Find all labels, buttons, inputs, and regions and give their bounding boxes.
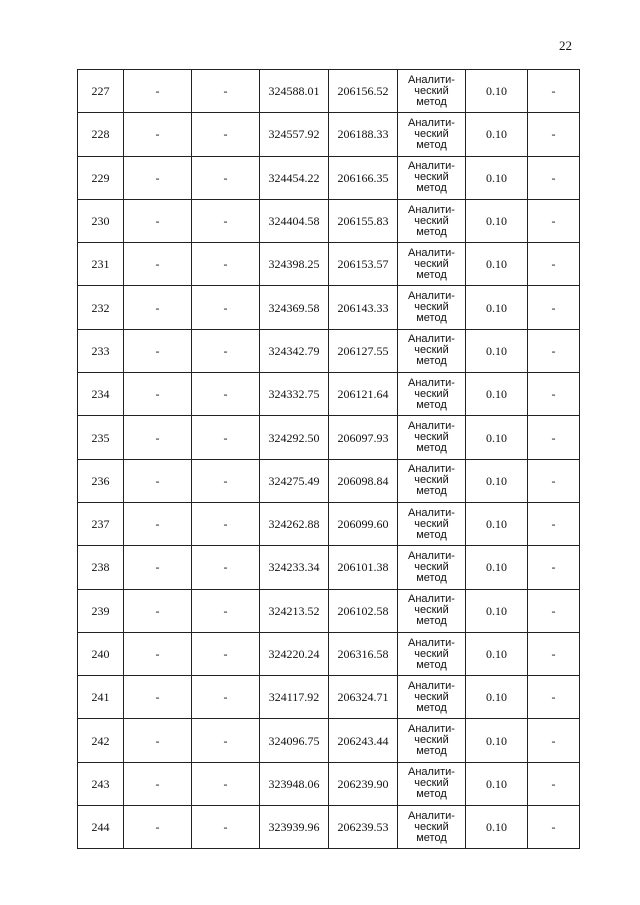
x-coordinate-cell: 324557.92: [260, 113, 329, 156]
table-row: [78, 459, 580, 502]
page-number: 22: [559, 38, 572, 53]
method-line: Аналити-: [408, 420, 455, 433]
accuracy-cell: 0.10: [466, 416, 528, 459]
dash-cell: -: [192, 676, 260, 719]
note-cell: -: [528, 762, 580, 805]
table-row: [78, 416, 580, 459]
x-coordinate-cell: 324213.52: [260, 589, 329, 632]
method-cell: [398, 113, 466, 156]
method-cell: [398, 156, 466, 199]
method-cell: [398, 70, 466, 113]
x-coordinate-cell: 324454.22: [260, 156, 329, 199]
method-line: Аналити-: [408, 593, 455, 606]
accuracy-cell: 0.10: [466, 329, 528, 372]
method-line: метод: [416, 312, 447, 325]
y-coordinate-cell: 206156.52: [329, 70, 398, 113]
method-line: метод: [416, 745, 447, 758]
method-line: Аналити-: [408, 203, 455, 216]
y-coordinate-cell: 206166.35: [329, 156, 398, 199]
method-line: метод: [416, 95, 447, 108]
method-cell: [398, 329, 466, 372]
point-number-cell: 232: [78, 286, 124, 329]
method-line: ческий: [414, 127, 449, 140]
method-line: ческий: [414, 647, 449, 660]
method-cell: [398, 416, 466, 459]
note-cell: -: [528, 806, 580, 849]
table-row: [78, 589, 580, 632]
x-coordinate-cell: 324398.25: [260, 243, 329, 286]
dash-cell: -: [124, 546, 192, 589]
method-line: метод: [416, 701, 447, 714]
x-coordinate-cell: 324275.49: [260, 459, 329, 502]
dash-cell: -: [192, 329, 260, 372]
point-number-cell: 236: [78, 459, 124, 502]
accuracy-cell: 0.10: [466, 199, 528, 242]
dash-cell: -: [124, 243, 192, 286]
dash-cell: -: [124, 199, 192, 242]
x-coordinate-cell: 324262.88: [260, 502, 329, 545]
table-row: [78, 156, 580, 199]
x-coordinate-cell: 324342.79: [260, 329, 329, 372]
accuracy-cell: 0.10: [466, 806, 528, 849]
method-line: ческий: [414, 560, 449, 573]
table-row: [78, 70, 580, 113]
point-number-cell: 239: [78, 589, 124, 632]
method-line: Аналити-: [408, 290, 455, 303]
dash-cell: -: [192, 243, 260, 286]
dash-cell: -: [124, 416, 192, 459]
method-line: ческий: [414, 820, 449, 833]
method-line: ческий: [414, 344, 449, 357]
method-line: Аналити-: [408, 506, 455, 519]
dash-cell: -: [124, 762, 192, 805]
dash-cell: -: [192, 199, 260, 242]
point-number-cell: 230: [78, 199, 124, 242]
method-line: метод: [416, 268, 447, 281]
point-number-cell: 234: [78, 373, 124, 416]
y-coordinate-cell: 206155.83: [329, 199, 398, 242]
method-line: Аналити-: [408, 73, 455, 86]
method-cell: [398, 546, 466, 589]
method-cell: [398, 286, 466, 329]
dash-cell: -: [124, 589, 192, 632]
dash-cell: -: [124, 373, 192, 416]
table-row: [78, 329, 580, 372]
method-line: Аналити-: [408, 679, 455, 692]
note-cell: -: [528, 502, 580, 545]
dash-cell: -: [192, 459, 260, 502]
table-row: [78, 546, 580, 589]
dash-cell: -: [192, 546, 260, 589]
method-line: ческий: [414, 604, 449, 617]
method-cell: [398, 502, 466, 545]
method-line: метод: [416, 442, 447, 455]
method-line: ческий: [414, 301, 449, 314]
point-number-cell: 231: [78, 243, 124, 286]
y-coordinate-cell: 206099.60: [329, 502, 398, 545]
method-line: ческий: [414, 690, 449, 703]
dash-cell: -: [124, 156, 192, 199]
point-number-cell: 242: [78, 719, 124, 762]
point-number-cell: 229: [78, 156, 124, 199]
method-line: ческий: [414, 84, 449, 97]
x-coordinate-cell: 324369.58: [260, 286, 329, 329]
table-body: [78, 70, 580, 849]
method-line: метод: [416, 182, 447, 195]
x-coordinate-cell: 324588.01: [260, 70, 329, 113]
method-cell: [398, 676, 466, 719]
note-cell: -: [528, 286, 580, 329]
accuracy-cell: 0.10: [466, 762, 528, 805]
point-number-cell: 235: [78, 416, 124, 459]
table-row: [78, 113, 580, 156]
point-number-cell: 244: [78, 806, 124, 849]
method-line: Аналити-: [408, 723, 455, 736]
method-line: ческий: [414, 431, 449, 444]
table-row: [78, 373, 580, 416]
y-coordinate-cell: 206153.57: [329, 243, 398, 286]
note-cell: -: [528, 70, 580, 113]
y-coordinate-cell: 206102.58: [329, 589, 398, 632]
dash-cell: -: [124, 286, 192, 329]
table-row: [78, 199, 580, 242]
dash-cell: -: [124, 502, 192, 545]
x-coordinate-cell: 323939.96: [260, 806, 329, 849]
method-line: метод: [416, 615, 447, 628]
note-cell: -: [528, 199, 580, 242]
method-cell: [398, 459, 466, 502]
dash-cell: -: [192, 719, 260, 762]
method-line: Аналити-: [408, 246, 455, 259]
method-line: метод: [416, 225, 447, 238]
table-row: [78, 719, 580, 762]
method-line: метод: [416, 831, 447, 844]
note-cell: -: [528, 416, 580, 459]
method-cell: [398, 199, 466, 242]
table-row: [78, 762, 580, 805]
method-cell: [398, 243, 466, 286]
method-line: метод: [416, 571, 447, 584]
dash-cell: -: [124, 719, 192, 762]
table-row: [78, 286, 580, 329]
x-coordinate-cell: 324332.75: [260, 373, 329, 416]
dash-cell: -: [192, 502, 260, 545]
method-line: ческий: [414, 171, 449, 184]
method-line: метод: [416, 485, 447, 498]
x-coordinate-cell: 324404.58: [260, 199, 329, 242]
point-number-cell: 227: [78, 70, 124, 113]
dash-cell: -: [192, 806, 260, 849]
method-line: метод: [416, 398, 447, 411]
point-number-cell: 237: [78, 502, 124, 545]
method-line: ческий: [414, 214, 449, 227]
note-cell: -: [528, 546, 580, 589]
dash-cell: -: [124, 632, 192, 675]
y-coordinate-cell: 206127.55: [329, 329, 398, 372]
point-number-cell: 241: [78, 676, 124, 719]
y-coordinate-cell: 206324.71: [329, 676, 398, 719]
note-cell: -: [528, 719, 580, 762]
y-coordinate-cell: 206143.33: [329, 286, 398, 329]
point-number-cell: 238: [78, 546, 124, 589]
table-row: [78, 806, 580, 849]
y-coordinate-cell: 206239.53: [329, 806, 398, 849]
method-line: Аналити-: [408, 766, 455, 779]
note-cell: -: [528, 589, 580, 632]
method-line: ческий: [414, 257, 449, 270]
table-row: [78, 632, 580, 675]
accuracy-cell: 0.10: [466, 546, 528, 589]
method-line: Аналити-: [408, 376, 455, 389]
method-line: метод: [416, 355, 447, 368]
x-coordinate-cell: 324220.24: [260, 632, 329, 675]
method-line: Аналити-: [408, 116, 455, 129]
table-row: [78, 676, 580, 719]
method-line: ческий: [414, 734, 449, 747]
method-cell: [398, 589, 466, 632]
note-cell: -: [528, 676, 580, 719]
method-cell: [398, 762, 466, 805]
note-cell: -: [528, 113, 580, 156]
method-line: ческий: [414, 777, 449, 790]
y-coordinate-cell: 206243.44: [329, 719, 398, 762]
table-row: [78, 502, 580, 545]
method-line: метод: [416, 658, 447, 671]
y-coordinate-cell: 206316.58: [329, 632, 398, 675]
accuracy-cell: 0.10: [466, 502, 528, 545]
dash-cell: -: [124, 70, 192, 113]
method-cell: [398, 632, 466, 675]
accuracy-cell: 0.10: [466, 373, 528, 416]
accuracy-cell: 0.10: [466, 156, 528, 199]
method-cell: [398, 719, 466, 762]
accuracy-cell: 0.10: [466, 70, 528, 113]
dash-cell: -: [192, 416, 260, 459]
accuracy-cell: 0.10: [466, 719, 528, 762]
method-cell: [398, 806, 466, 849]
accuracy-cell: 0.10: [466, 589, 528, 632]
point-number-cell: 243: [78, 762, 124, 805]
table-row: [78, 243, 580, 286]
y-coordinate-cell: 206239.90: [329, 762, 398, 805]
method-line: Аналити-: [408, 333, 455, 346]
dash-cell: -: [192, 373, 260, 416]
method-cell: [398, 373, 466, 416]
dash-cell: -: [124, 676, 192, 719]
method-line: метод: [416, 788, 447, 801]
method-line: ческий: [414, 387, 449, 400]
note-cell: -: [528, 243, 580, 286]
accuracy-cell: 0.10: [466, 113, 528, 156]
note-cell: -: [528, 329, 580, 372]
x-coordinate-cell: 324292.50: [260, 416, 329, 459]
dash-cell: -: [192, 286, 260, 329]
y-coordinate-cell: 206098.84: [329, 459, 398, 502]
dash-cell: -: [192, 632, 260, 675]
x-coordinate-cell: 324117.92: [260, 676, 329, 719]
method-line: метод: [416, 528, 447, 541]
accuracy-cell: 0.10: [466, 459, 528, 502]
x-coordinate-cell: 324233.34: [260, 546, 329, 589]
method-line: Аналити-: [408, 636, 455, 649]
method-line: Аналити-: [408, 549, 455, 562]
y-coordinate-cell: 206188.33: [329, 113, 398, 156]
dash-cell: -: [192, 113, 260, 156]
note-cell: -: [528, 459, 580, 502]
dash-cell: -: [124, 806, 192, 849]
point-number-cell: 233: [78, 329, 124, 372]
method-line: ческий: [414, 474, 449, 487]
accuracy-cell: 0.10: [466, 632, 528, 675]
x-coordinate-cell: 324096.75: [260, 719, 329, 762]
method-line: метод: [416, 138, 447, 151]
dash-cell: -: [124, 113, 192, 156]
accuracy-cell: 0.10: [466, 286, 528, 329]
dash-cell: -: [124, 329, 192, 372]
y-coordinate-cell: 206101.38: [329, 546, 398, 589]
dash-cell: -: [192, 156, 260, 199]
dash-cell: -: [192, 762, 260, 805]
accuracy-cell: 0.10: [466, 243, 528, 286]
method-line: Аналити-: [408, 463, 455, 476]
note-cell: -: [528, 373, 580, 416]
dash-cell: -: [124, 459, 192, 502]
point-number-cell: 228: [78, 113, 124, 156]
point-number-cell: 240: [78, 632, 124, 675]
dash-cell: -: [192, 589, 260, 632]
method-line: Аналити-: [408, 809, 455, 822]
dash-cell: -: [192, 70, 260, 113]
y-coordinate-cell: 206097.93: [329, 416, 398, 459]
x-coordinate-cell: 323948.06: [260, 762, 329, 805]
accuracy-cell: 0.10: [466, 676, 528, 719]
method-line: Аналити-: [408, 160, 455, 173]
coordinates-table: [77, 69, 580, 849]
y-coordinate-cell: 206121.64: [329, 373, 398, 416]
note-cell: -: [528, 632, 580, 675]
note-cell: -: [528, 156, 580, 199]
method-line: ческий: [414, 517, 449, 530]
